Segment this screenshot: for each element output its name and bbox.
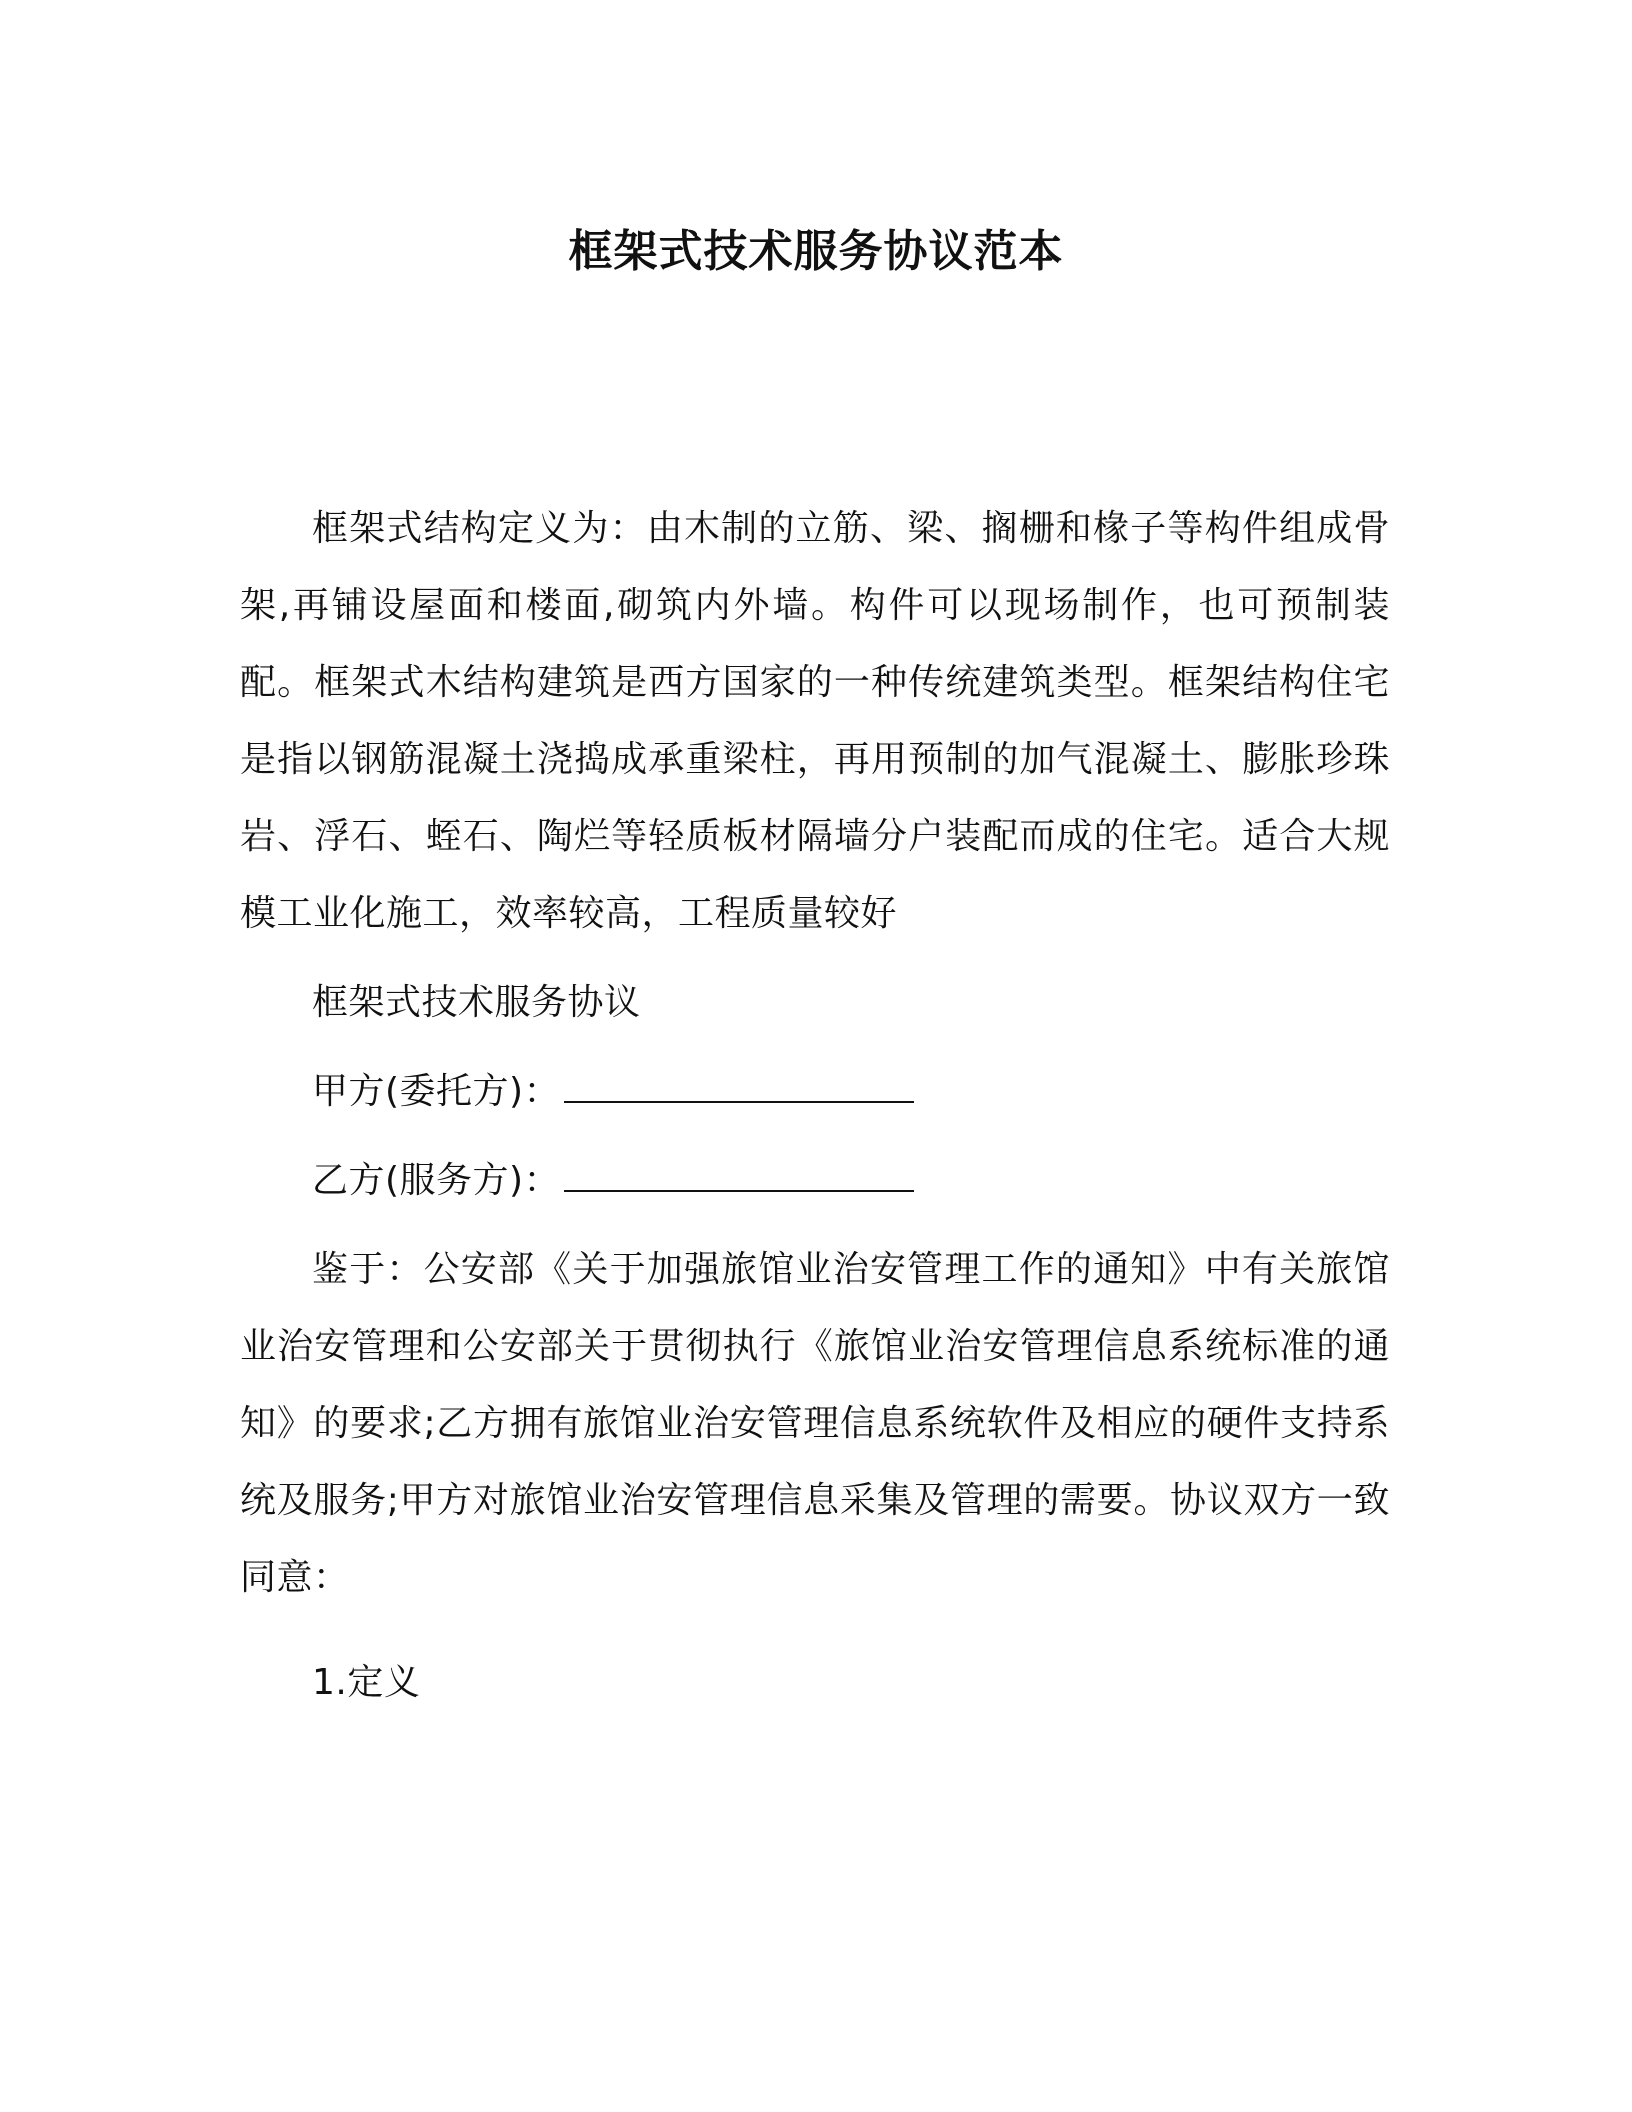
- document-body: [240, 490, 1390, 1721]
- party-b-label: 乙方(服务方)：: [312, 1160, 561, 1201]
- document-title: 框架式技术服务协议范本: [568, 226, 1064, 277]
- party-b-line: [240, 1142, 1390, 1219]
- party-a-label: 甲方(委托方)：: [312, 1071, 561, 1112]
- agreement-heading: 框架式技术服务协议: [312, 982, 641, 1023]
- whereas-paragraph: 鉴于：公安部《关于加强旅馆业治安管理工作的通知》中有关旅馆业治安管理和公安部关于贯彻执行《旅馆业治安管理信息系统标准的通知》的要求;乙方拥有旅馆业治安管理信息系统软件及相应的硬件支持系统及服务;甲方对旅馆业治安管理信息采集及管理的需要。协议双方一致同意：: [240, 1249, 1390, 1598]
- party-a-blank-line[interactable]: [564, 1071, 914, 1103]
- section-1-heading: 1.定义: [312, 1662, 421, 1703]
- party-b-blank-line[interactable]: [564, 1160, 914, 1192]
- intro-paragraph: 框架式结构定义为：由木制的立筋、梁、搁栅和椽子等构件组成骨架,再铺设屋面和楼面,砌筑内外墙。构件可以现场制作，也可预制装配。框架式木结构建筑是西方国家的一种传统建筑类型。框架结构住宅是指以钢筋混凝土浇捣成承重梁柱，再用预制的加气混凝土、膨胀珍珠岩、浮石、蛭石、陶烂等轻质板材隔墙分户装配而成的住宅。适合大规模工业化施工，效率较高，工程质量较好: [240, 508, 1390, 934]
- party-a-line: [240, 1053, 1390, 1130]
